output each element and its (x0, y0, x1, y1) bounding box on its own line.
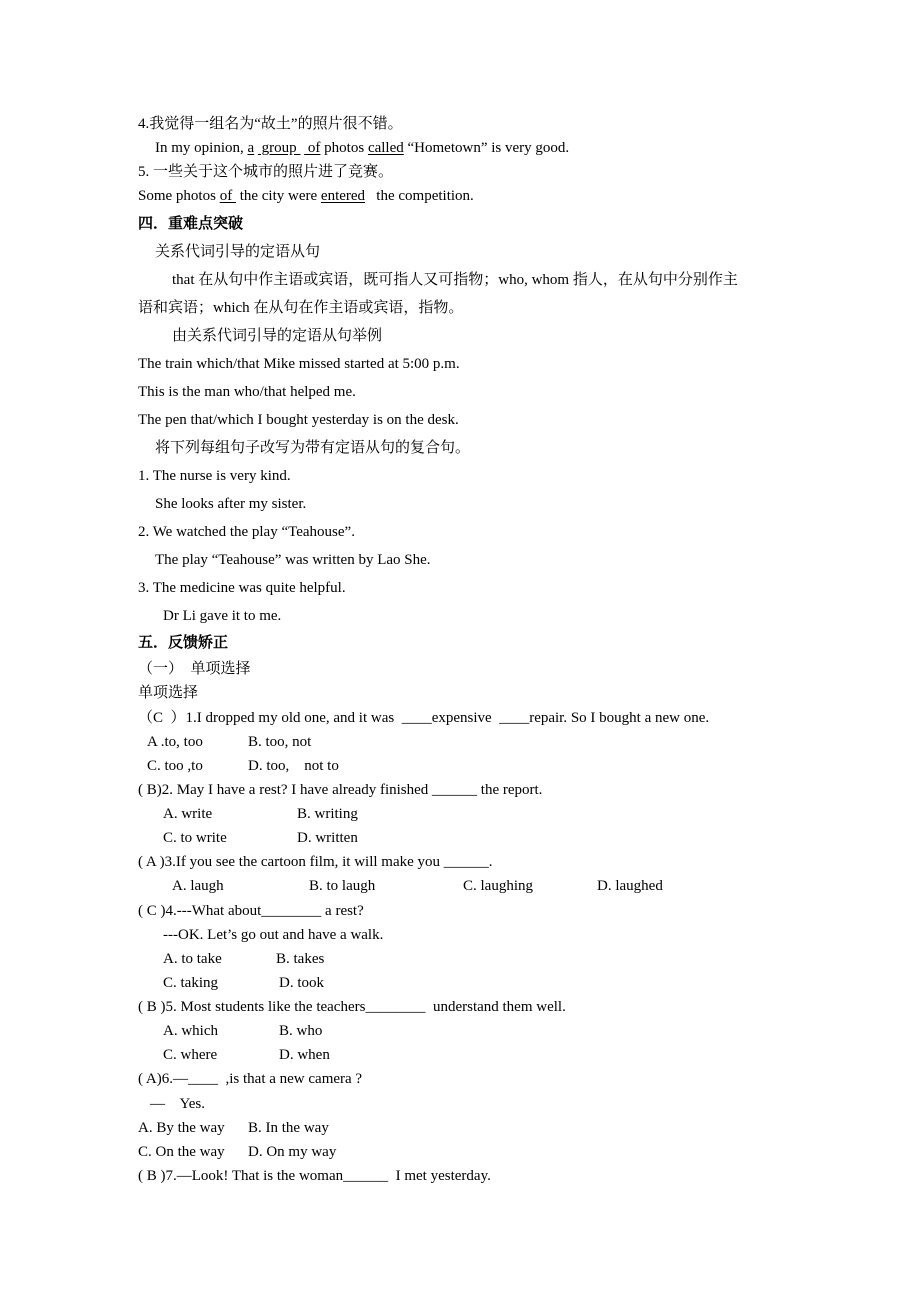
section4-subtitle: 关系代词引导的定语从句 (155, 244, 321, 260)
question-stem-2: — Yes. (150, 1096, 206, 1112)
option-b: B. writing (297, 806, 358, 822)
option-b: B. who (279, 1023, 323, 1039)
question-stem: ( B)2. May I have a rest? I have already finished ______ the report. (138, 782, 543, 798)
q4-answer-a: a (247, 140, 255, 156)
pair-sentence-1: 2. We watched the play “Teahouse”. (138, 524, 355, 540)
section5-part-title: 单项选择 (138, 685, 199, 701)
option-a: A. write (163, 806, 213, 822)
section5-part: （一） 单项选择 (138, 661, 251, 677)
example-sentence: The train which/that Mike missed started at 5:00 p.m. (138, 356, 460, 372)
option-a: A. laugh (172, 878, 224, 894)
section4-task: 将下列每组句子改写为带有定语从句的复合句。 (155, 440, 471, 456)
pair-sentence-2: She looks after my sister. (155, 496, 307, 512)
option-c: C. where (163, 1047, 218, 1063)
example-sentence: The pen that/which I bought yesterday is on the desk. (138, 412, 459, 428)
option-c: C. taking (163, 975, 218, 991)
pair-sentence-2: The play “Teahouse” was written by Lao She. (155, 552, 431, 568)
option-d: D. On my way (248, 1144, 337, 1160)
q5-answer-entered: entered (320, 188, 366, 204)
question-stem: ( A )3.If you see the cartoon film, it will make you ______. (138, 854, 493, 870)
option-c: C. laughing (463, 878, 533, 894)
option-b: B. to laugh (309, 878, 376, 894)
option-a: A. which (163, 1023, 218, 1039)
option-b: B. too, not (248, 734, 312, 750)
pair-sentence-1: 1. The nurse is very kind. (138, 468, 291, 484)
option-b: B. In the way (248, 1120, 329, 1136)
q5-chinese: 5. 一些关于这个城市的照片进了竞赛。 (138, 164, 394, 180)
q4-chinese: 4.我觉得一组名为“故土”的照片很不错。 (138, 116, 403, 132)
option-c: C. to write (163, 830, 227, 846)
q4-text-1: In my opinion, (155, 140, 248, 156)
option-a: A. By the way (138, 1120, 225, 1136)
q4-answer-group: group (257, 140, 301, 156)
option-d: D. when (279, 1047, 330, 1063)
option-d: D. took (279, 975, 324, 991)
option-a: A .to, too (147, 734, 203, 750)
question-stem: ( B )7.—Look! That is the woman______ I met yesterday. (138, 1168, 491, 1184)
pair-sentence-2: Dr Li gave it to me. (163, 608, 282, 624)
q5-english (138, 186, 474, 206)
option-c: C. too ,to (147, 758, 203, 774)
q4-answer-of: of (304, 140, 321, 156)
section4-examples-title: 由关系代词引导的定语从句举例 (172, 328, 383, 344)
option-d: D. too, not to (248, 758, 339, 774)
section5-heading: 五．反馈矫正 (138, 635, 229, 651)
option-d: D. written (297, 830, 358, 846)
q5-answer-of: of (219, 188, 236, 204)
q4-text-3: “Hometown” is very good. (403, 140, 570, 156)
question-stem-2: ---OK. Let’s go out and have a walk. (163, 927, 384, 943)
pair-sentence-1: 3. The medicine was quite helpful. (138, 580, 346, 596)
option-d: D. laughed (597, 878, 663, 894)
section4-explain-line2: 语和宾语；which 在从句在作主语或宾语，指物。 (138, 300, 464, 316)
q5-text-1: Some photos (138, 188, 220, 204)
option-b: B. takes (276, 951, 325, 967)
section4-explain-line1: that 在从句中作主语或宾语，既可指人又可指物；who, whom 指人，在从句中分别作主 (172, 272, 738, 288)
question-stem: ( A)6.—____ ,is that a new camera ? (138, 1071, 363, 1087)
q5-text-2: the city were (235, 188, 321, 204)
option-a: A. to take (163, 951, 222, 967)
option-c: C. On the way (138, 1144, 225, 1160)
question-stem: ( C )4.---What about________ a rest? (138, 903, 364, 919)
question-stem: ( B )5. Most students like the teachers________ understand them well. (138, 999, 566, 1015)
section4-heading: 四．重难点突破 (138, 216, 244, 232)
example-sentence: This is the man who/that helped me. (138, 384, 356, 400)
q4-english (155, 138, 569, 158)
q4-answer-called: called (367, 140, 404, 156)
q5-text-3: the competition. (365, 188, 474, 204)
q4-text-2: photos (320, 140, 368, 156)
question-stem: （C ）1.I dropped my old one, and it was ____expensive ____repair. So I bought a new one. (138, 710, 710, 726)
